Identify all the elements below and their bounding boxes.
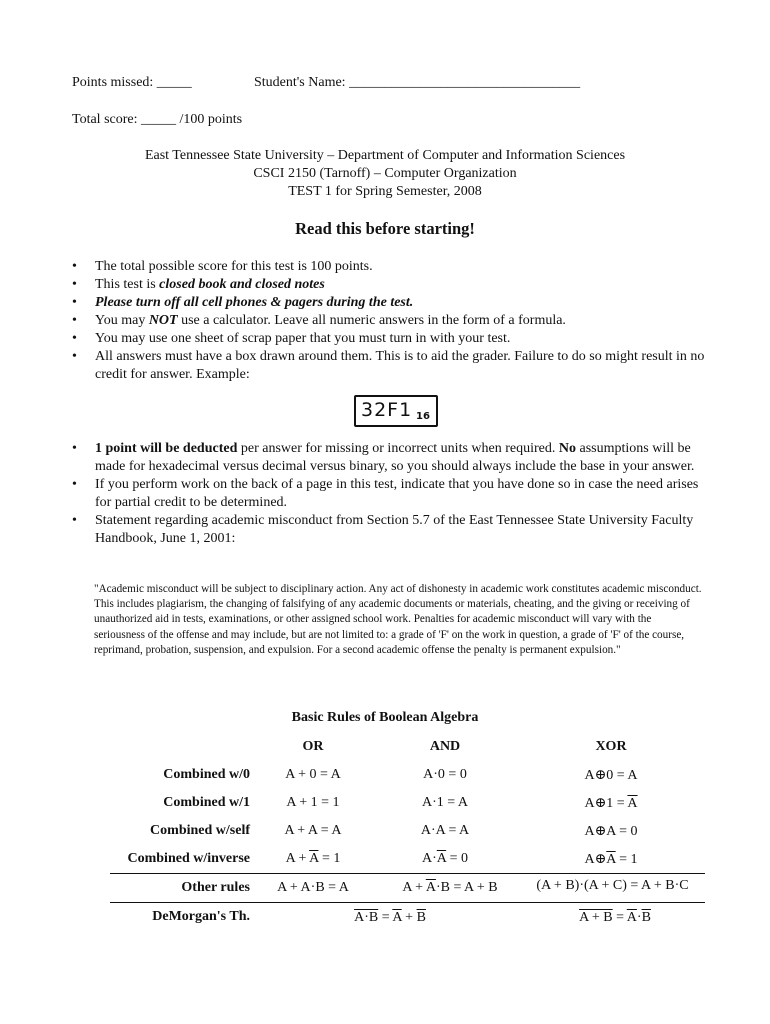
header-row-1: [72, 75, 581, 91]
instruction-text: per answer for missing or incorrect units when required.: [237, 441, 559, 456]
column-header-and: AND: [429, 739, 461, 754]
rule-or-combined-self: A + A = A: [284, 823, 342, 838]
formula-part: = 1: [615, 852, 638, 867]
formula-complement: $\overline{A}$: [626, 910, 637, 925]
rule-xor-combined-0: A⊕0 = A: [584, 768, 638, 783]
formula-part: A +: [285, 851, 310, 866]
course-line-1: East Tennessee State University – Department of Computer and Information Sciences: [144, 148, 626, 163]
instruction-text: You may use one sheet of scrap paper that you must turn in with your test.: [95, 331, 511, 346]
column-header-or: OR: [302, 739, 324, 754]
column-header-xor: XOR: [595, 739, 627, 754]
instruction-item: [72, 476, 712, 512]
instruction-item: [72, 312, 712, 330]
rule-and-combined-1: A·1 = A: [421, 795, 468, 810]
instruction-text: use a calculator. Leave all numeric answers in the form of a formula.: [177, 313, 566, 328]
instruction-text: Please turn off all cell phones & pagers during the test.: [95, 295, 414, 310]
example-value: 32F1: [361, 399, 413, 421]
formula-part: +: [401, 910, 417, 925]
formula-complement: $\overline{B}$: [641, 910, 651, 925]
formula-part: A·: [421, 851, 437, 866]
demorgan-rule-1: [330, 910, 450, 926]
instruction-emphasis: NOT: [148, 313, 178, 328]
total-score-label: Total score: _____ /100 points: [72, 112, 243, 127]
formula-part: = 1: [318, 851, 341, 866]
formula-part: = 0: [446, 851, 469, 866]
formula-part: ·: [636, 910, 642, 925]
instruction-item: [72, 294, 712, 312]
other-rule-2: [385, 880, 515, 896]
rule-xor-combined-self: A⊕A = 0: [584, 824, 638, 839]
instructions-list-1: [72, 258, 712, 384]
instruction-text: The total possible score for this test is 100 points.: [95, 259, 373, 274]
row-label-combined-inverse: Combined w/inverse: [127, 851, 250, 866]
other-rule-1: A + A·B = A: [277, 880, 349, 895]
formula-complement: $\overline{B}$: [416, 910, 426, 925]
rule-xor-combined-inverse: [541, 851, 681, 868]
boolean-table-title: Basic Rules of Boolean Algebra: [291, 710, 479, 725]
formula-complement: $\overline{A}$: [425, 880, 436, 895]
course-line-2: CSCI 2150 (Tarnoff) – Computer Organization: [253, 166, 517, 181]
instruction-item: [72, 276, 712, 294]
instruction-emphasis: No: [558, 441, 576, 456]
formula-complement: $\overline{A}$: [392, 910, 402, 925]
table-divider-1: [110, 873, 705, 874]
example-base: 16: [416, 411, 430, 422]
rule-xor-combined-1: [541, 795, 681, 812]
formula-complement: $\overline{A}$: [627, 796, 638, 811]
rule-and-combined-inverse: [375, 851, 515, 867]
instruction-text: You may: [95, 313, 149, 328]
instruction-item: [72, 348, 712, 384]
formula-part: A⊕1 =: [584, 796, 628, 811]
row-label-combined-1: Combined w/1: [163, 795, 250, 810]
students-name-label: Student's Name: _________________________________: [254, 75, 581, 90]
misconduct-quote: "Academic misconduct will be subject to disciplinary action. Any act of dishonesty in academic work constitutes academic misconduct. This includes plagiarism, the changing of falsifying of any academic documents or materials, cheating, and the giving or receiving of unauthorized aid in tests, examinations, or other assigned school work. Penalties for academic misconduct will vary with the seriousness of the offense and may include, but are not limited to: a grade of 'F' on the work in question, a grade of 'F' of the course, reprimand, probation, suspension, and expulsion. For a second academic offense the penalty is permanent expulsion.": [94, 583, 702, 656]
instructions-title: Read this before starting!: [295, 219, 475, 238]
instruction-emphasis: closed book and closed notes: [159, 277, 325, 292]
formula-part: A +: [402, 880, 426, 895]
table-divider-2: [110, 902, 705, 903]
row-label-other-rules: Other rules: [181, 880, 250, 895]
demorgan-rule-2: [555, 910, 675, 926]
formula-complement: $\overline{A}$: [606, 852, 616, 867]
instruction-item: [72, 258, 712, 276]
instructions-list-2: [72, 440, 712, 548]
rule-or-combined-inverse: [243, 851, 383, 867]
formula-complement: $\overline{A}$: [309, 851, 319, 866]
example-answer-box: [354, 395, 438, 427]
points-missed-label: Points missed: _____: [72, 75, 192, 90]
formula-complement: A·B: [354, 910, 379, 925]
row-label-combined-0: Combined w/0: [163, 767, 250, 782]
formula-complement: A + B: [579, 910, 613, 925]
header-row-2: [72, 112, 242, 128]
rule-and-combined-0: A·0 = 0: [423, 767, 467, 782]
instruction-item: [72, 330, 712, 348]
instruction-text: All answers must have a box drawn around them. This is to aid the grader. Failure to do so might result in no credit for answer. Example:: [95, 349, 705, 382]
instruction-item: [72, 512, 712, 548]
course-heading: [0, 147, 770, 201]
instruction-emphasis: 1 point will be deducted: [95, 441, 238, 456]
instruction-text: Statement regarding academic misconduct from Section 5.7 of the East Tennessee State University Faculty Handbook, June 1, 2001:: [95, 513, 694, 546]
formula-part: =: [612, 910, 627, 925]
formula-complement: $\overline{A}$: [436, 851, 447, 866]
row-label-demorgan: DeMorgan's Th.: [152, 909, 250, 924]
other-rule-3: (A + B)·(A + C) = A + B·C: [536, 878, 689, 893]
instruction-text: If you perform work on the back of a page in this test, indicate that you have done so in case the need arises for partial credit to be determined.: [95, 477, 699, 510]
row-label-combined-self: Combined w/self: [150, 823, 250, 838]
instruction-item: [72, 440, 712, 476]
course-line-3: TEST 1 for Spring Semester, 2008: [288, 184, 482, 199]
formula-part: A⊕: [584, 852, 607, 867]
rule-and-combined-self: A·A = A: [420, 823, 470, 838]
rule-or-combined-1: A + 1 = 1: [286, 795, 340, 810]
formula-part: =: [378, 910, 393, 925]
rule-or-combined-0: A + 0 = A: [285, 767, 341, 782]
instruction-text: This test is: [95, 277, 160, 292]
instruction-text: assumptions will be made for hexadecimal versus decimal versus binary, so you should always include the base in your answer.: [95, 441, 695, 474]
formula-part: ·B = A + B: [435, 880, 498, 895]
